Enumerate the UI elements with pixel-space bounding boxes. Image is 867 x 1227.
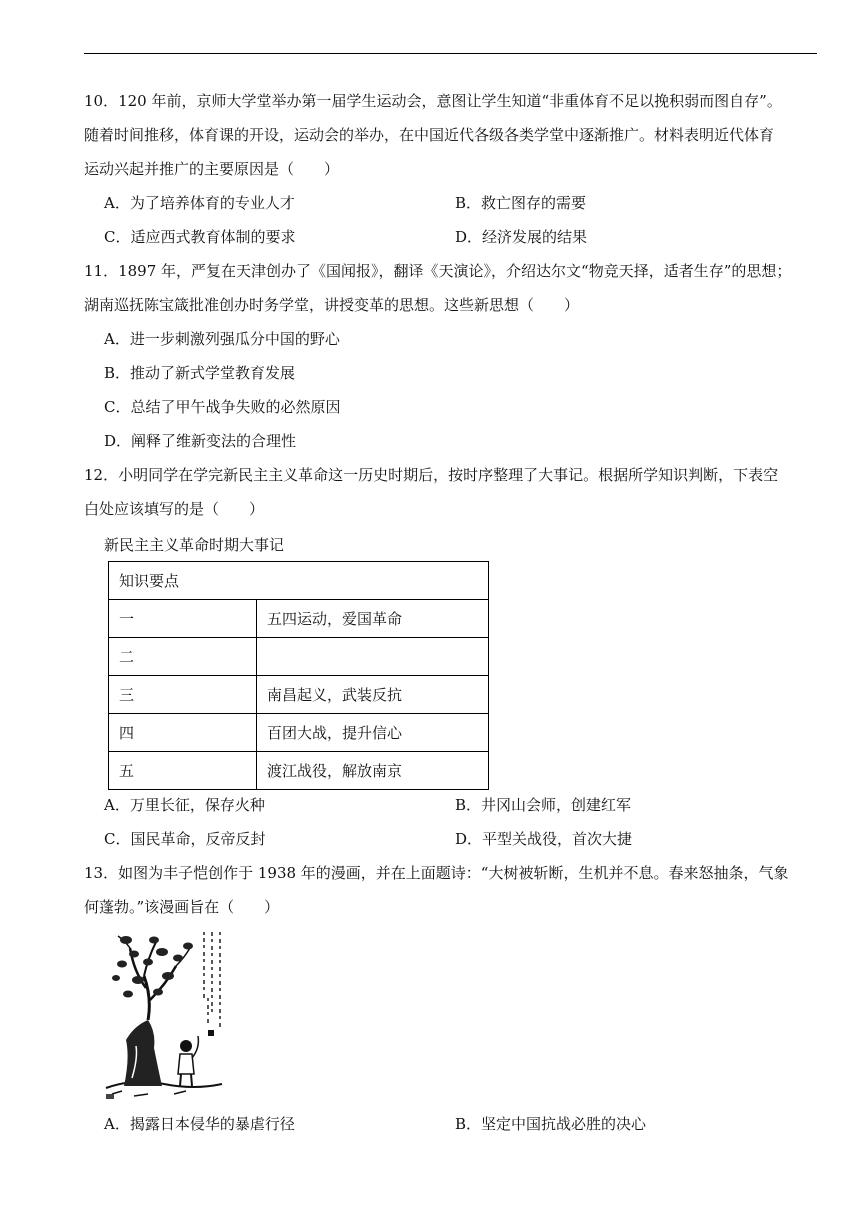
q13-option-b[interactable]: B．坚定中国抗战必胜的决心	[455, 1115, 647, 1133]
table-cell-value: 南昌起义，武装反抗	[257, 676, 489, 714]
table-cell-key: 一	[109, 600, 257, 638]
table-cell-value: 百团大战，提升信心	[257, 714, 489, 752]
q12-option-b[interactable]: B．井冈山会师，创建红军	[455, 796, 632, 814]
table-cell-key: 二	[109, 638, 257, 676]
q10-option-c[interactable]: C．适应西式教育体制的要求	[104, 228, 296, 246]
table-row	[109, 600, 489, 638]
q11-stem-line-2: 湖南巡抚陈宝箴批准创办时务学堂，讲授变革的思想。这些新思想（ ）	[84, 296, 580, 314]
q11-option-c[interactable]: C．总结了甲午战争失败的必然原因	[104, 398, 341, 416]
q10-stem-line-3: 运动兴起并推广的主要原因是（ ）	[84, 160, 340, 178]
q10-stem-line-1: 10．120 年前，京师大学堂举办第一届学生运动会，意图让学生知道“非重体育不足以挽积弱而图自存”。	[84, 92, 782, 110]
table-row	[109, 714, 489, 752]
q11-option-a[interactable]: A．进一步刺激列强瓜分中国的野心	[104, 330, 340, 348]
q12-option-d[interactable]: D．平型关战役，首次大捷	[455, 830, 633, 848]
table-cell-value: 五四运动，爱国革命	[257, 600, 489, 638]
table-header-row	[109, 562, 489, 600]
q12-option-a[interactable]: A．万里长征，保存火种	[104, 796, 265, 814]
q11-option-b[interactable]: B．推动了新式学堂教育发展	[104, 364, 296, 382]
table-header-cell: 知识要点	[109, 562, 489, 600]
table-row	[109, 638, 489, 676]
q13-option-a[interactable]: A．揭露日本侵华的暴虐行径	[104, 1115, 295, 1133]
q10-option-d[interactable]: D．经济发展的结果	[455, 228, 588, 246]
events-table	[108, 561, 489, 790]
q10-stem-line-2: 随着时间推移，体育课的开设，运动会的举办，在中国近代各级各类学堂中逐渐推广。材料表明近代体育	[84, 126, 775, 144]
table-row	[109, 676, 489, 714]
table-row	[109, 752, 489, 790]
table-cell-key: 五	[109, 752, 257, 790]
q12-stem-line-2: 白处应该填写的是（ ）	[84, 500, 265, 518]
q11-option-d[interactable]: D．阐释了维新变法的合理性	[104, 432, 297, 450]
q12-option-c[interactable]: C．国民革命，反帝反封	[104, 830, 266, 848]
q12-stem-line-1: 12．小明同学在学完新民主主义革命这一历史时期后，按时序整理了大事记。根据所学知识判断，下表空	[84, 466, 779, 484]
table-cell-key: 四	[109, 714, 257, 752]
q10-option-b[interactable]: B．救亡图存的需要	[455, 194, 587, 212]
table-cell-value: 渡江战役，解放南京	[257, 752, 489, 790]
header-rule	[84, 53, 817, 54]
tree-comic-illustration	[104, 928, 226, 1100]
table-caption: 新民主主义革命时期大事记	[104, 536, 285, 554]
q13-stem-line-1: 13．如图为丰子恺创作于 1938 年的漫画，并在上面题诗：“大树被斩断，生机并不息。春来怒抽条，气象	[84, 864, 789, 882]
q11-stem-line-1: 11．1897 年，严复在天津创办了《国闻报》，翻译《天演论》，介绍达尔文“物竞天择，适者生存”的思想；	[84, 262, 792, 280]
q10-option-a[interactable]: A．为了培养体育的专业人才	[104, 194, 295, 212]
table-cell-blank	[257, 638, 489, 676]
q13-stem-line-2: 何蓬勃。”该漫画旨在（ ）	[84, 898, 280, 916]
table-cell-key: 三	[109, 676, 257, 714]
